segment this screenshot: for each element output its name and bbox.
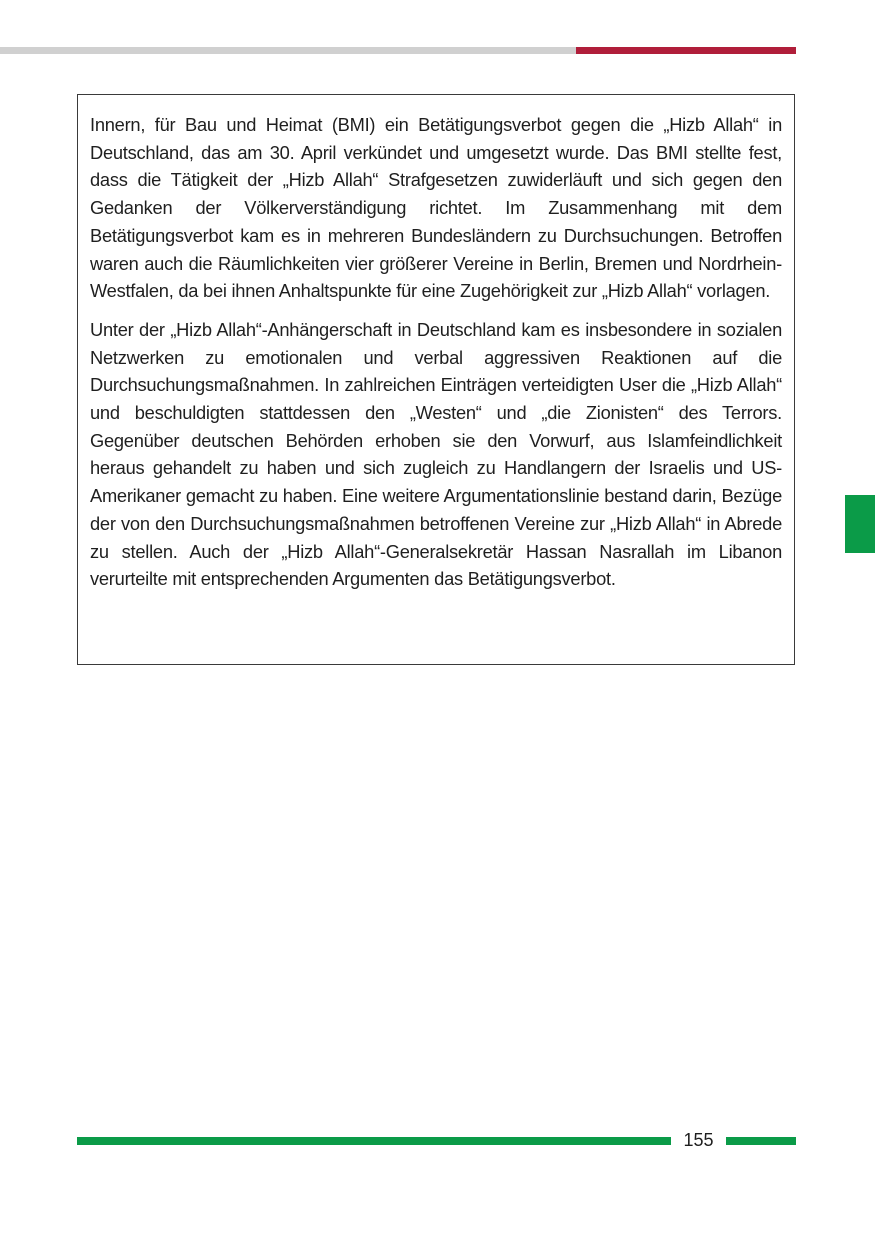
chapter-side-tab [845, 495, 875, 553]
top-rule-red [576, 47, 796, 54]
page-number: 155 [683, 1130, 714, 1150]
top-rule-grey [0, 47, 576, 54]
footer-rule-left [77, 1137, 671, 1145]
paragraph-2: Unter der „Hizb Allah“-Anhängerschaft in Deutschland kam es insbesondere in sozialen Netzwerken zu emotionalen und verbal aggressiven Reaktionen auf die Durchsuchungsmaßnahmen. In zahlreichen Einträgen verteidigten User die „Hizb Allah“ und beschuldigten stattdessen den „Westen“ und „die Zionisten“ des Terrors. Gegenüber deutschen Behörden erhoben sie den Vorwurf, aus Islamfeindlichkeit heraus gehandelt zu haben und sich zugleich zu Handlangern der Israelis und US-Amerikaner gemacht zu haben. Eine weitere Argumentationslinie bestand darin, Bezüge der von den Durchsuchungsmaßnahmen betroffenen Vereine zur „Hizb Allah“ in Abrede zu stellen. Auch der „Hizb Allah“-Generalsekretär Hassan Nasrallah im Libanon verurteilte mit entsprechenden Argumenten das Betätigungsverbot. [90, 318, 782, 590]
text-box [77, 94, 795, 665]
paragraph-1: Innern, für Bau und Heimat (BMI) ein Betätigungsverbot gegen die „Hizb Allah“ in Deutschland, das am 30. April verkündet und umgesetzt wurde. Das BMI stellte fest, dass die Tätigkeit der „Hizb Allah“ Strafgesetzen zuwiderläuft und sich gegen den Gedanken der Völkerverständigung richtet. Im Zusammenhang mit dem Betätigungsverbot kam es in mehreren Bundesländern zu Durchsuchungen. Betroffen waren auch die Räumlichkeiten vier größerer Vereine in Berlin, Bremen und Nordrhein-Westfalen, da bei ihnen Anhaltspunkte für eine Zugehörigkeit zur „Hizb Allah“ vorlagen. [90, 114, 782, 302]
footer-rule-right [726, 1137, 796, 1145]
